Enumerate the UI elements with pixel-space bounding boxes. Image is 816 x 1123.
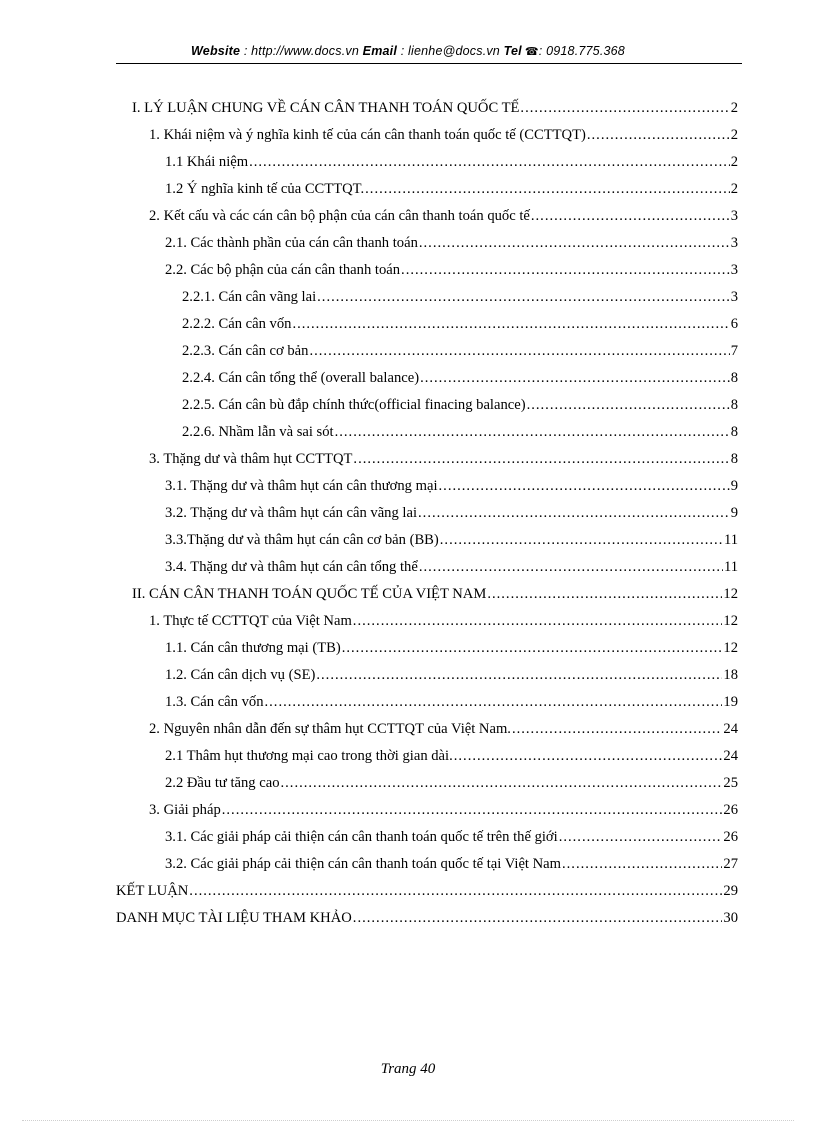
toc-dot-leader [418, 502, 730, 522]
toc-page-number: 3 [730, 235, 738, 251]
toc-page-number: 11 [723, 532, 738, 548]
toc-page-number: 2 [730, 154, 738, 170]
toc-entry-title: 1.1 Khái niệm [165, 154, 249, 170]
toc-entry-title: 3.2. Các giải pháp cải thiện cán cân thanh toán quốc tế tại Việt Nam [165, 856, 561, 872]
toc-entry[interactable] [182, 286, 738, 308]
toc-dot-leader [189, 880, 722, 900]
toc-page-number: 25 [723, 775, 738, 791]
toc-entry[interactable] [165, 745, 738, 767]
toc-dot-leader [454, 745, 723, 765]
toc-entry[interactable] [165, 556, 738, 578]
toc-entry[interactable] [132, 583, 738, 605]
toc-entry[interactable] [165, 151, 738, 173]
toc-page-number: 6 [730, 316, 738, 332]
toc-dot-leader [419, 232, 730, 252]
toc-entry[interactable] [116, 880, 738, 902]
toc-page-number: 9 [730, 478, 738, 494]
toc-entry[interactable] [165, 475, 738, 497]
toc-entry-title: 1.2. Cán cân dịch vụ (SE) [165, 667, 316, 683]
toc-dot-leader [317, 286, 730, 306]
toc-page-number: 2 [730, 127, 738, 143]
toc-dot-leader [342, 637, 723, 657]
toc-dot-leader [249, 151, 730, 171]
toc-entry[interactable] [182, 340, 738, 362]
toc-entry[interactable] [149, 448, 738, 470]
toc-page-number: 8 [730, 397, 738, 413]
toc-dot-leader [439, 475, 730, 495]
toc-entry[interactable] [165, 691, 738, 713]
toc-page-number: 2 [730, 181, 738, 197]
email-value: : lienhe@docs.vn [397, 44, 504, 58]
toc-entry[interactable] [165, 637, 738, 659]
toc-entry[interactable] [182, 367, 738, 389]
page-header [0, 44, 816, 58]
toc-dot-leader [419, 556, 723, 576]
toc-entry-title: 2. Kết cấu và các cán cân bộ phận của cán cân thanh toán quốc tế [149, 208, 530, 224]
website-label: Website [191, 44, 241, 58]
toc-entry-title: 2.2. Các bộ phận của cán cân thanh toán [165, 262, 401, 278]
phone-icon: ☎ [524, 46, 539, 58]
toc-dot-leader [440, 529, 723, 549]
toc-dot-leader [292, 313, 729, 333]
toc-entry[interactable] [149, 718, 738, 740]
toc-dot-leader [520, 97, 729, 117]
toc-entry-title: 2.2.1. Cán cân vãng lai [182, 289, 317, 305]
toc-entry[interactable] [165, 664, 738, 686]
toc-dot-leader [353, 610, 723, 630]
toc-dot-leader [335, 421, 730, 441]
toc-entry-title: 2.2.2. Cán cân vốn [182, 316, 292, 332]
toc-entry-title: 3.1. Các giải pháp cải thiện cán cân thanh toán quốc tế trên thế giới [165, 829, 558, 845]
toc-entry-title: 1.3. Cán cân vốn [165, 694, 264, 710]
toc-entry[interactable] [165, 178, 738, 200]
website-value: : http://www.docs.vn [240, 44, 363, 58]
toc-dot-leader [420, 367, 730, 387]
toc-entry-title: 3. Giải pháp [149, 802, 221, 818]
toc-dot-leader [401, 259, 730, 279]
toc-entry[interactable] [182, 313, 738, 335]
toc-entry[interactable] [149, 610, 738, 632]
toc-dot-leader [353, 448, 729, 468]
toc-entry[interactable] [149, 799, 738, 821]
toc-dot-leader [316, 664, 722, 684]
toc-entry[interactable] [165, 772, 738, 794]
toc-dot-leader [281, 772, 723, 792]
toc-dot-leader [487, 583, 722, 603]
toc-page-number: 9 [730, 505, 738, 521]
toc-page-number: 11 [723, 559, 738, 575]
toc-entry[interactable] [165, 232, 738, 254]
toc-entry[interactable] [165, 853, 738, 875]
toc-entry-title: 2.2.4. Cán cân tổng thể (overall balance) [182, 370, 420, 386]
toc-entry[interactable] [165, 529, 738, 551]
header-divider [116, 63, 742, 64]
toc-entry[interactable] [182, 394, 738, 416]
toc-entry-title: 2.2.3. Cán cân cơ bản [182, 343, 309, 359]
toc-page-number: 8 [730, 424, 738, 440]
tel-value: : 0918.775.368 [538, 44, 625, 58]
toc-page-number: 2 [730, 100, 738, 116]
toc-entry-title: 1. Thực tế CCTTQT của Việt Nam [149, 613, 352, 629]
toc-page-number: 19 [723, 694, 738, 710]
toc-entry-title: 3. Thặng dư và thâm hụt CCTTQT [149, 451, 353, 467]
toc-page-number: 12 [723, 640, 738, 656]
toc-page-number: 12 [723, 613, 738, 629]
page-footer: Trang 40 [380, 1061, 436, 1077]
toc-entry-title: KẾT LUẬN [116, 883, 189, 899]
toc-entry-title: 2.2.6. Nhầm lẫn và sai sót [182, 424, 334, 440]
toc-entry-title: 2.2.5. Cán cân bù đắp chính thức(official finacing balance) [182, 397, 526, 413]
toc-page-number: 24 [723, 748, 738, 764]
toc-dot-leader [353, 907, 723, 927]
toc-entry-title: DANH MỤC TÀI LIỆU THAM KHẢO [116, 910, 352, 926]
toc-entry-title: 1.1. Cán cân thương mại (TB) [165, 640, 341, 656]
toc-dot-leader [531, 205, 730, 225]
toc-dot-leader [559, 826, 723, 846]
toc-entry-title: II. CÁN CÂN THANH TOÁN QUỐC TẾ CỦA VIỆT NAM [132, 586, 487, 602]
toc-dot-leader [527, 394, 730, 414]
toc-dot-leader [562, 853, 722, 873]
toc-page-number: 12 [723, 586, 738, 602]
toc-entry-title: 3.1. Thặng dư và thâm hụt cán cân thương mại [165, 478, 438, 494]
toc-entry-title: 2.1. Các thành phần của cán cân thanh toán [165, 235, 418, 251]
toc-page-number: 18 [723, 667, 738, 683]
toc-page-number: 8 [730, 451, 738, 467]
email-label: Email [362, 44, 398, 58]
toc-entry-title: 3.4. Thặng dư và thâm hụt cán cân tổng thể [165, 559, 418, 575]
toc-page-number: 7 [730, 343, 738, 359]
toc-entry[interactable] [149, 124, 738, 146]
toc-page-number: 8 [730, 370, 738, 386]
toc-entry[interactable] [116, 907, 738, 929]
toc-entry[interactable] [132, 97, 738, 119]
toc-entry[interactable] [165, 259, 738, 281]
toc-entry[interactable] [165, 502, 738, 524]
toc-entry-title: I. LÝ LUẬN CHUNG VỀ CÁN CÂN THANH TOÁN QUỐC TẾ [132, 100, 520, 116]
tel-label: Tel [503, 44, 522, 58]
toc-page-number: 29 [723, 883, 738, 899]
toc-page-number: 27 [723, 856, 738, 872]
toc-dot-leader [512, 718, 722, 738]
toc-page-number: 26 [723, 802, 738, 818]
toc-dot-leader [265, 691, 723, 711]
toc-entry-title: 3.3.Thặng dư và thâm hụt cán cân cơ bản (BB) [165, 532, 439, 548]
toc-entry-title: 3.2. Thặng dư và thâm hụt cán cân vãng lai [165, 505, 418, 521]
toc-entry-title: 1. Khái niệm và ý nghĩa kinh tế của cán cân thanh toán quốc tế (CCTTQT) [149, 127, 586, 143]
toc-page-number: 30 [723, 910, 738, 926]
toc-page-number: 26 [723, 829, 738, 845]
toc-entry[interactable] [165, 826, 738, 848]
toc-entry[interactable] [149, 205, 738, 227]
toc-page-number: 3 [730, 262, 738, 278]
toc-page-number: 3 [730, 208, 738, 224]
toc-dot-leader [365, 178, 730, 198]
toc-dot-leader [309, 340, 729, 360]
toc-entry[interactable] [182, 421, 738, 443]
toc-entry-title: 2.2 Đầu tư tăng cao [165, 775, 280, 791]
toc-entry-title: 2. Nguyên nhân dẫn đến sự thâm hụt CCTTQT của Việt Nam. [149, 721, 511, 737]
toc-page-number: 24 [723, 721, 738, 737]
toc-entry-title: 1.2 Ý nghĩa kinh tế của CCTTQT. [165, 181, 365, 197]
toc-entry-title: 2.1 Thâm hụt thương mại cao trong thời gian dài. [165, 748, 453, 764]
toc-dot-leader [222, 799, 723, 819]
toc-page-number: 3 [730, 289, 738, 305]
toc-dot-leader [587, 124, 730, 144]
